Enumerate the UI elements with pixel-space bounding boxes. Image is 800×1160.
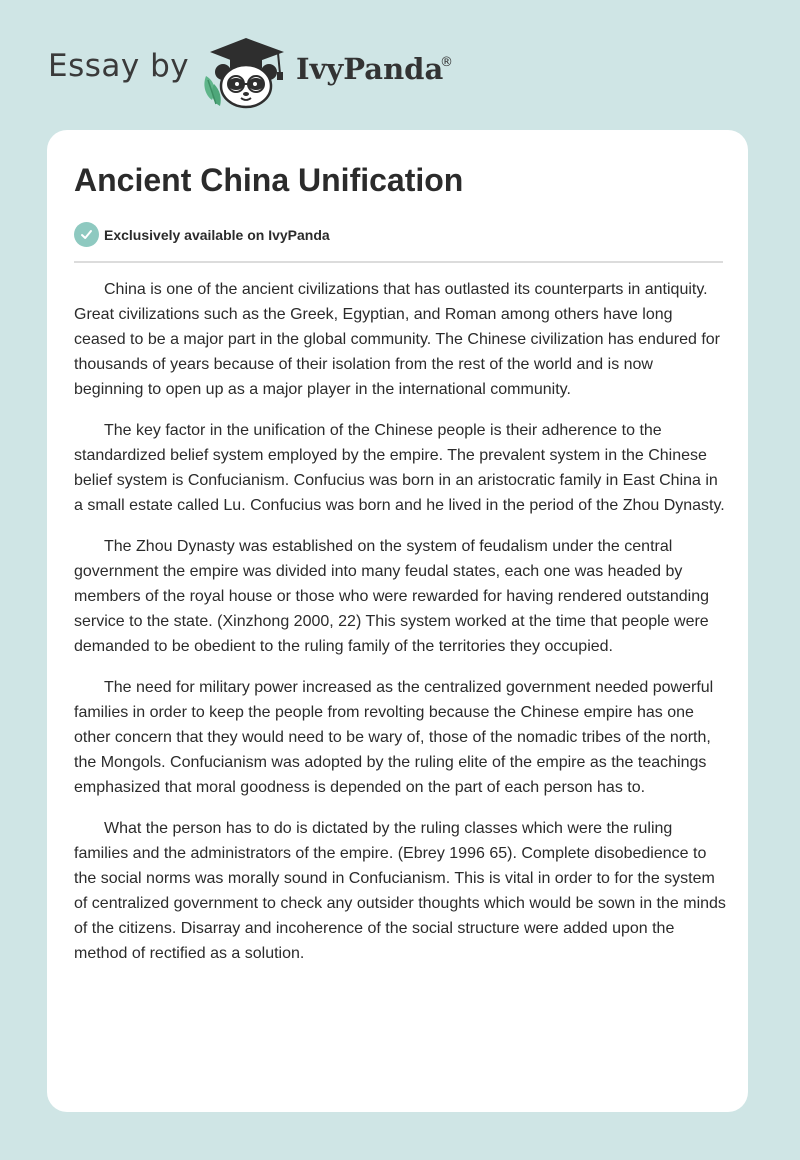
- brand-name[interactable]: IvyPanda: [296, 52, 444, 86]
- essay-by-label: Essay by: [48, 48, 190, 84]
- exclusive-badge: [74, 222, 330, 247]
- registered-mark: ®: [440, 55, 453, 70]
- page-title: Ancient China Unification: [74, 162, 464, 198]
- paragraph: The key factor in the unification of the Chinese people is their adherence to the standardized belief system employed by the empire. The prevalent system in the Chinese belief system is Confucianism. Confucius was born in an aristocratic family in East China in a small estate called Lu. Confucius was born and he lived in the period of the Zhou Dynasty.: [74, 422, 725, 514]
- panda-graduate-icon[interactable]: [200, 34, 292, 110]
- essay-body: [74, 277, 726, 982]
- paragraph: What the person has to do is dictated by the ruling classes which were the ruling families and the administrators of the empire. (Ebrey 1996 65). Complete disobedience to the social norms was morally sound in Confucianism. This is vital in order to for the system of centralized government to check any outsider thoughts which would be sown in the minds of the citizens. Disarray and incoherence of the social structure were added upon the method of rectified as a solution.: [74, 820, 726, 962]
- divider: [74, 261, 723, 263]
- paragraph: The need for military power increased as the centralized government needed powerful families in order to keep the people from revolting because the Chinese empire has one other concern that they would need to be wary of, those of the nomadic tribes of the north, the Mongols. Confucianism was adopted by the ruling elite of the empire as the teachings emphasized that moral goodness is depended on the part of each person has to.: [74, 679, 714, 796]
- paragraph: The Zhou Dynasty was established on the system of feudalism under the central government the empire was divided into many feudal states, each one was headed by members of the royal house or those who were rewarded for having rendered outstanding service to the state. (Xinzhong 2000, 22) This system worked at the time that people were demanded to be obedient to the ruling family of the territories they occupied.: [74, 538, 710, 655]
- paragraph: China is one of the ancient civilizations that has outlasted its counterparts in antiquity. Great civilizations such as the Greek, Egyptian, and Roman among others have long ceased to be a major part in the global community. The Chinese civilization has endured for thousands of years because of their isolation from the rest of the world and is now beginning to open up as a major player in the international community.: [74, 281, 720, 398]
- checkmark-icon: [74, 222, 99, 247]
- exclusive-badge-label: Exclusively available on IvyPanda: [104, 226, 330, 243]
- site-header: [0, 0, 800, 125]
- essay-card: [47, 130, 748, 1112]
